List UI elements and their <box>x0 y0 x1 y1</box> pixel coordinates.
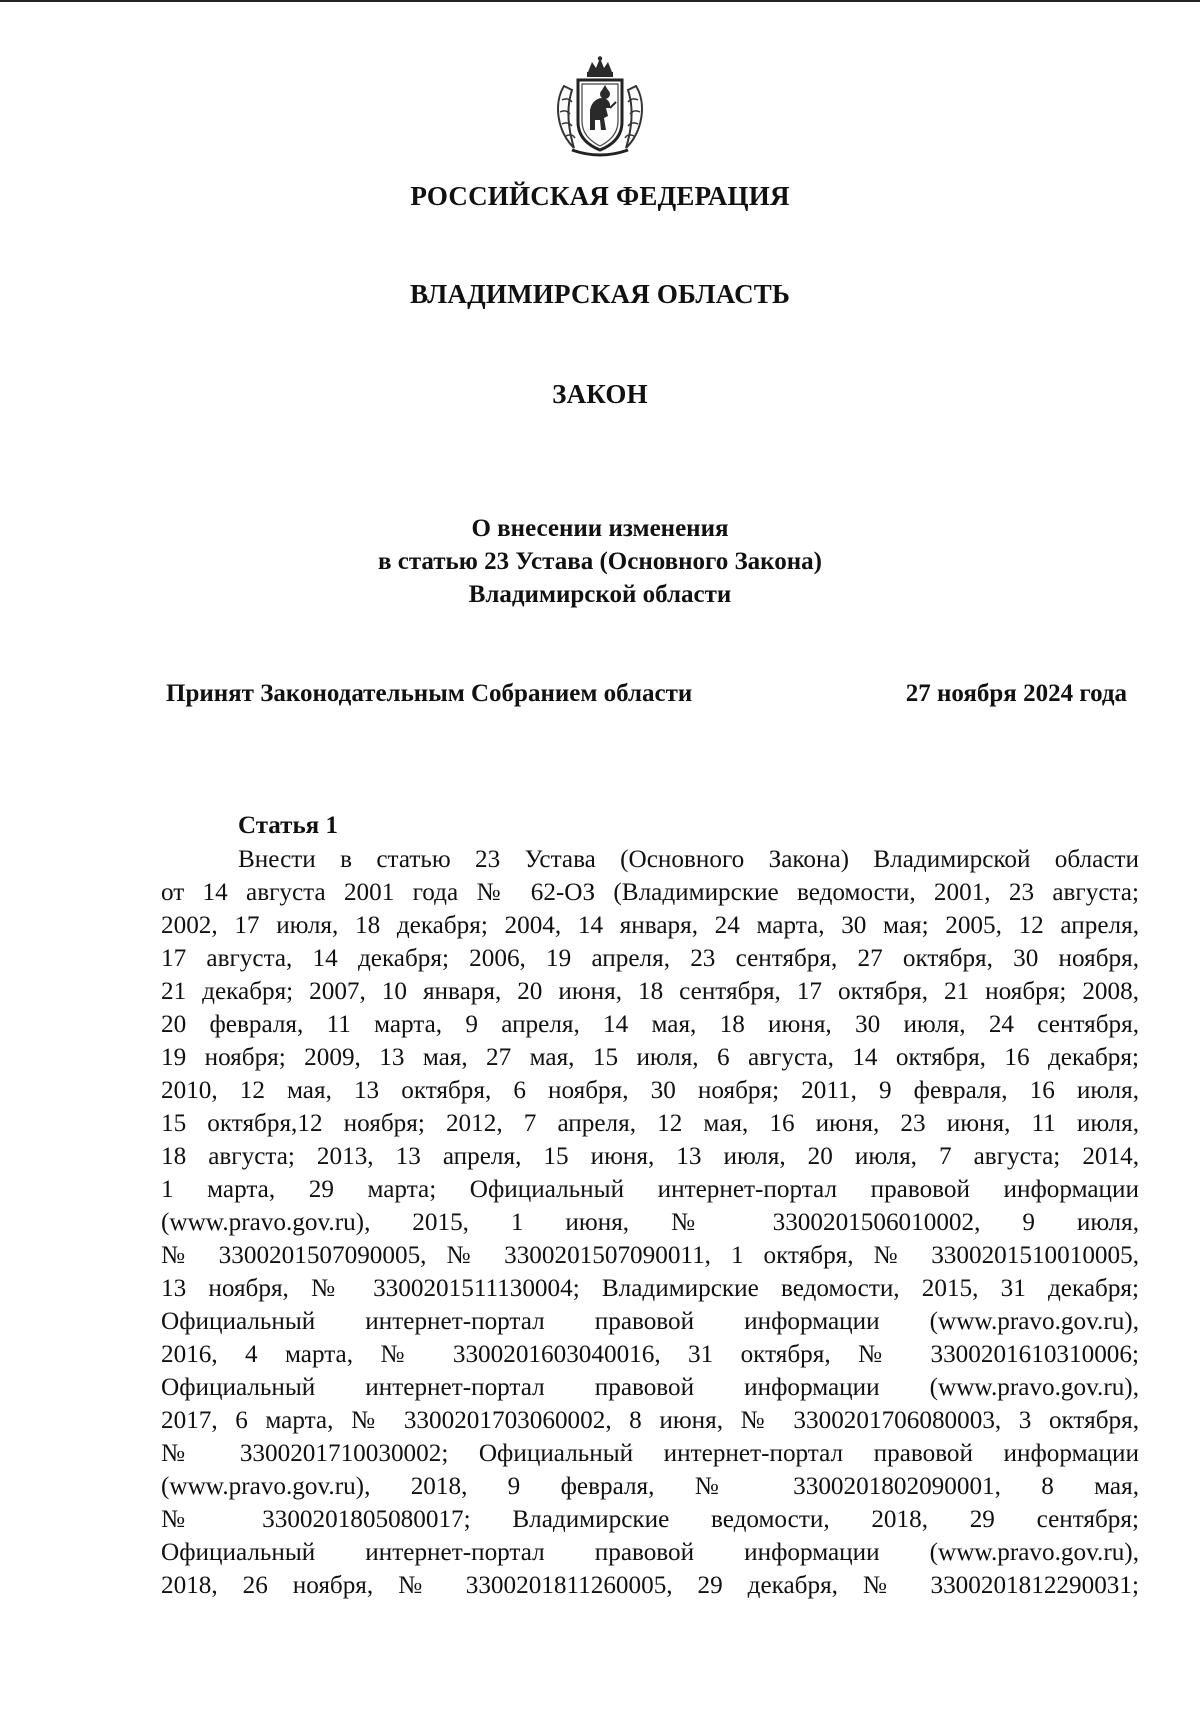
article-line: 2002, 17 июля, 18 декабря; 2004, 14 января, 24 марта, 30 мая; 2005, 12 апреля, <box>161 912 1139 939</box>
law-title-line: О внесении изменения <box>471 515 729 542</box>
article-line: № 3300201805080017; Владимирские ведомости, 2018, 29 сентября; <box>161 1506 1139 1533</box>
article-line: 2016, 4 марта, № 3300201603040016, 31 октября, № 3300201610310006; <box>161 1341 1139 1368</box>
region-heading: ВЛАДИМИРСКАЯ ОБЛАСТЬ <box>409 279 791 309</box>
article-body <box>161 843 1139 1602</box>
article-line: 20 февраля, 11 марта, 9 апреля, 14 мая, 18 июня, 30 июля, 24 сентября, <box>161 1011 1139 1038</box>
article-line: 17 августа, 14 декабря; 2006, 19 апреля, 23 сентября, 27 октября, 30 ноября, <box>161 945 1139 972</box>
article-line: № 3300201710030002; Официальный интернет-портал правовой информации <box>161 1440 1139 1467</box>
article-line: № 3300201507090005, № 3300201507090011, 1 октября, № 3300201510010005, <box>161 1242 1139 1269</box>
article-heading: Статья 1 <box>238 812 338 839</box>
article-line: 13 ноября, № 3300201511130004; Владимирские ведомости, 2015, 31 декабря; <box>161 1275 1139 1302</box>
coat-of-arms-icon <box>550 56 650 158</box>
adoption-date: 27 ноября 2024 года <box>905 680 1127 707</box>
article-line: 2017, 6 марта, № 3300201703060002, 8 июня, № 3300201706080003, 3 октября, <box>161 1407 1139 1434</box>
country-heading: РОССИЙСКАЯ ФЕДЕРАЦИЯ <box>410 181 790 211</box>
law-title-line: в статью 23 Устава (Основного Закона) <box>377 548 822 575</box>
article-line: Официальный интернет-портал правовой информации (www.pravo.gov.ru), <box>161 1374 1139 1401</box>
document-type-heading: ЗАКОН <box>552 379 648 409</box>
article-line: 15 октября,12 ноября; 2012, 7 апреля, 12 мая, 16 июня, 23 июня, 11 июля, <box>161 1110 1139 1137</box>
article-line: Официальный интернет-портал правовой информации (www.pravo.gov.ru), <box>161 1308 1139 1335</box>
page-top-border <box>0 0 1200 2</box>
article-line: Внести в статью 23 Устава (Основного Закона) Владимирской области <box>238 846 1139 873</box>
article-line: 21 декабря; 2007, 10 января, 20 июня, 18 сентября, 17 октября, 21 ноября; 2008, <box>161 978 1139 1005</box>
article-line: 18 августа; 2013, 13 апреля, 15 июня, 13 июля, 20 июля, 7 августа; 2014, <box>161 1143 1139 1170</box>
article-line: от 14 августа 2001 года № 62-ОЗ (Владимирские ведомости, 2001, 23 августа; <box>161 879 1139 906</box>
adoption-row <box>166 680 1127 708</box>
adopted-by-text: Принят Законодательным Собранием области <box>166 680 693 707</box>
article-line: Официальный интернет-портал правовой информации (www.pravo.gov.ru), <box>161 1539 1139 1566</box>
article-line: 2018, 26 ноября, № 3300201811260005, 29 декабря, № 3300201812290031; <box>161 1572 1139 1599</box>
article-line: (www.pravo.gov.ru), 2015, 1 июня, № 3300201506010002, 9 июля, <box>161 1209 1139 1236</box>
article-line: 19 ноября; 2009, 13 мая, 27 мая, 15 июля, 6 августа, 14 октября, 16 декабря; <box>161 1044 1139 1071</box>
law-title-line: Владимирской области <box>468 581 732 608</box>
article-line: 1 марта, 29 марта; Официальный интернет-портал правовой информации <box>161 1176 1139 1203</box>
law-title <box>0 512 1200 611</box>
article-line: 2010, 12 мая, 13 октября, 6 ноября, 30 ноября; 2011, 9 февраля, 16 июля, <box>161 1077 1139 1104</box>
article-line: (www.pravo.gov.ru), 2018, 9 февраля, № 3300201802090001, 8 мая, <box>161 1473 1139 1500</box>
